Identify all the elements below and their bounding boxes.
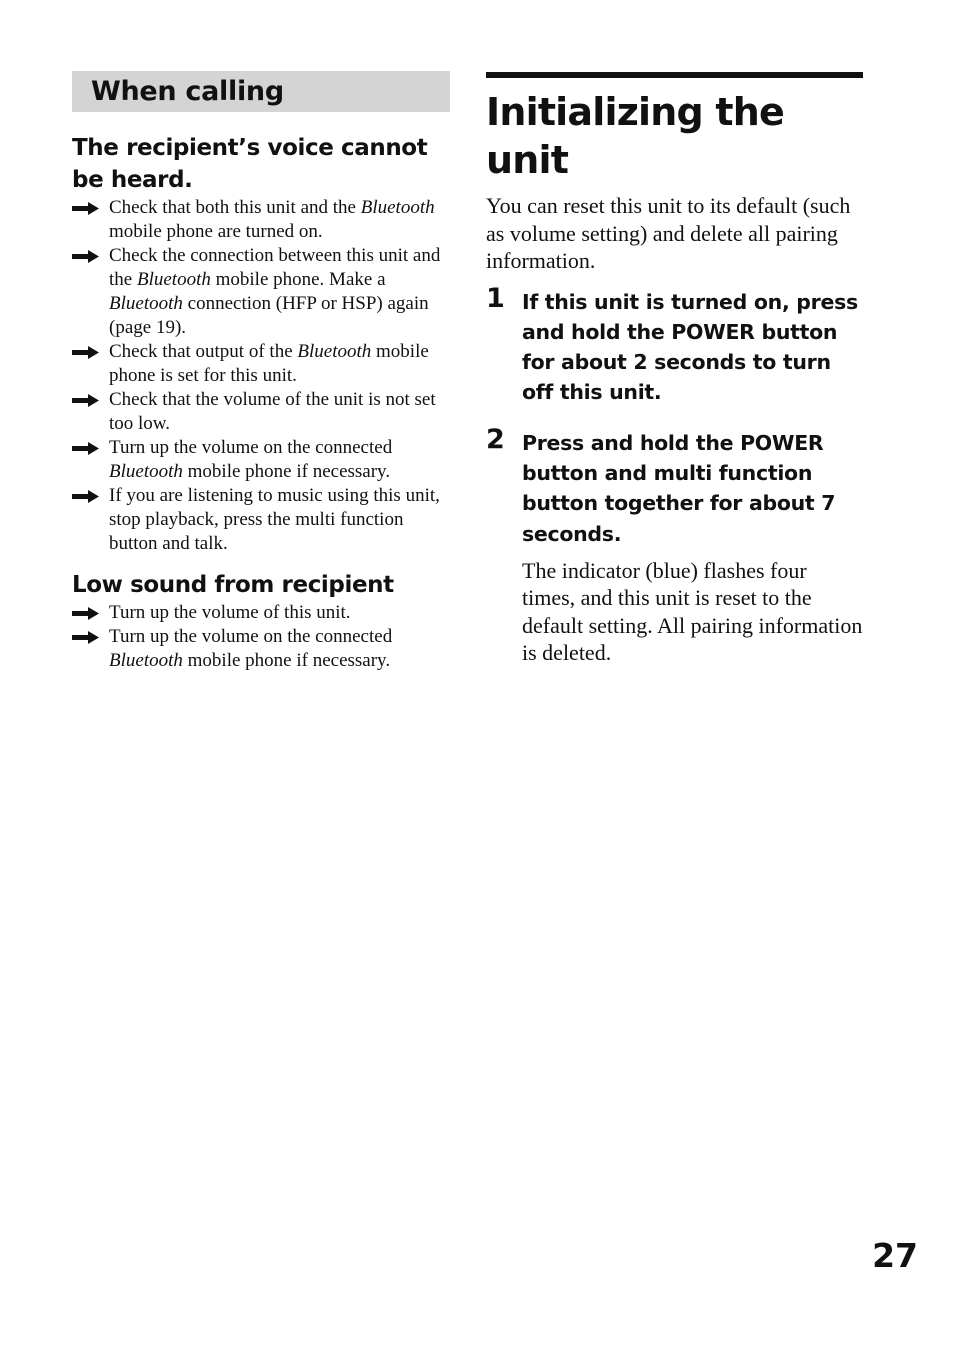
topic-heading: The recipient’s voice cannot be heard.: [72, 135, 428, 193]
left-column: [72, 71, 450, 673]
arrow-right-icon: [72, 202, 99, 215]
arrow-right-icon: [72, 607, 99, 620]
step-2: [486, 423, 863, 667]
italic-term: Bluetooth: [109, 293, 183, 314]
topic-voice-not-heard: [72, 132, 450, 556]
step-instruction: Press and hold the POWER button and multi function button together for about 7 seconds.: [522, 430, 836, 546]
page-title: Initializing the unit: [486, 90, 784, 182]
step-result: The indicator (blue) flashes four times, and this unit is reset to the default setting. All pairing information is deleted.: [522, 557, 863, 666]
arrow-right-icon: [72, 346, 99, 359]
topic-low-sound: [72, 569, 450, 673]
arrow-right-icon: [72, 490, 99, 503]
arrow-right-icon: [72, 631, 99, 644]
list-item: Check the connection between this unit and the Bluetooth mobile phone. Make a Bluetooth connection (HFP or HSP) again (page 19).: [72, 244, 450, 340]
title-rule: [486, 72, 863, 78]
arrow-right-icon: [72, 394, 99, 407]
list-item: Check that the volume of the unit is not set too low.: [72, 388, 450, 436]
section-title: When calling: [91, 76, 284, 107]
intro-paragraph: You can reset this unit to its default (such as volume setting) and delete all pairing information.: [486, 193, 851, 273]
troubleshoot-list: [72, 601, 450, 673]
list-item: Turn up the volume on the connected Bluetooth mobile phone if necessary.: [72, 436, 450, 484]
arrow-right-icon: [72, 250, 99, 263]
right-column: [486, 72, 863, 667]
italic-term: Bluetooth: [109, 461, 183, 482]
list-item: Turn up the volume of this unit.: [72, 601, 450, 625]
page-number: 27: [872, 1236, 918, 1275]
topic-heading: Low sound from recipient: [72, 572, 394, 598]
italic-term: Bluetooth: [136, 269, 211, 290]
step-instruction: If this unit is turned on, press and hold the POWER button for about 2 seconds to turn off this unit.: [522, 289, 858, 405]
italic-term: Bluetooth: [297, 341, 372, 362]
list-item: If you are listening to music using this unit, stop playback, press the multi function button and talk.: [72, 484, 450, 556]
italic-term: Bluetooth: [360, 197, 435, 218]
section-header: [72, 71, 450, 112]
step-number: 1: [486, 282, 505, 314]
troubleshoot-list: [72, 196, 450, 556]
list-item: Check that both this unit and the Bluetooth mobile phone are turned on.: [72, 196, 450, 244]
list-item: Check that output of the Bluetooth mobile phone is set for this unit.: [72, 340, 450, 388]
arrow-right-icon: [72, 442, 99, 455]
step-number: 2: [486, 423, 505, 455]
list-item: Turn up the volume on the connected Bluetooth mobile phone if necessary.: [72, 625, 450, 673]
step-1: [486, 282, 863, 408]
italic-term: Bluetooth: [109, 650, 183, 671]
